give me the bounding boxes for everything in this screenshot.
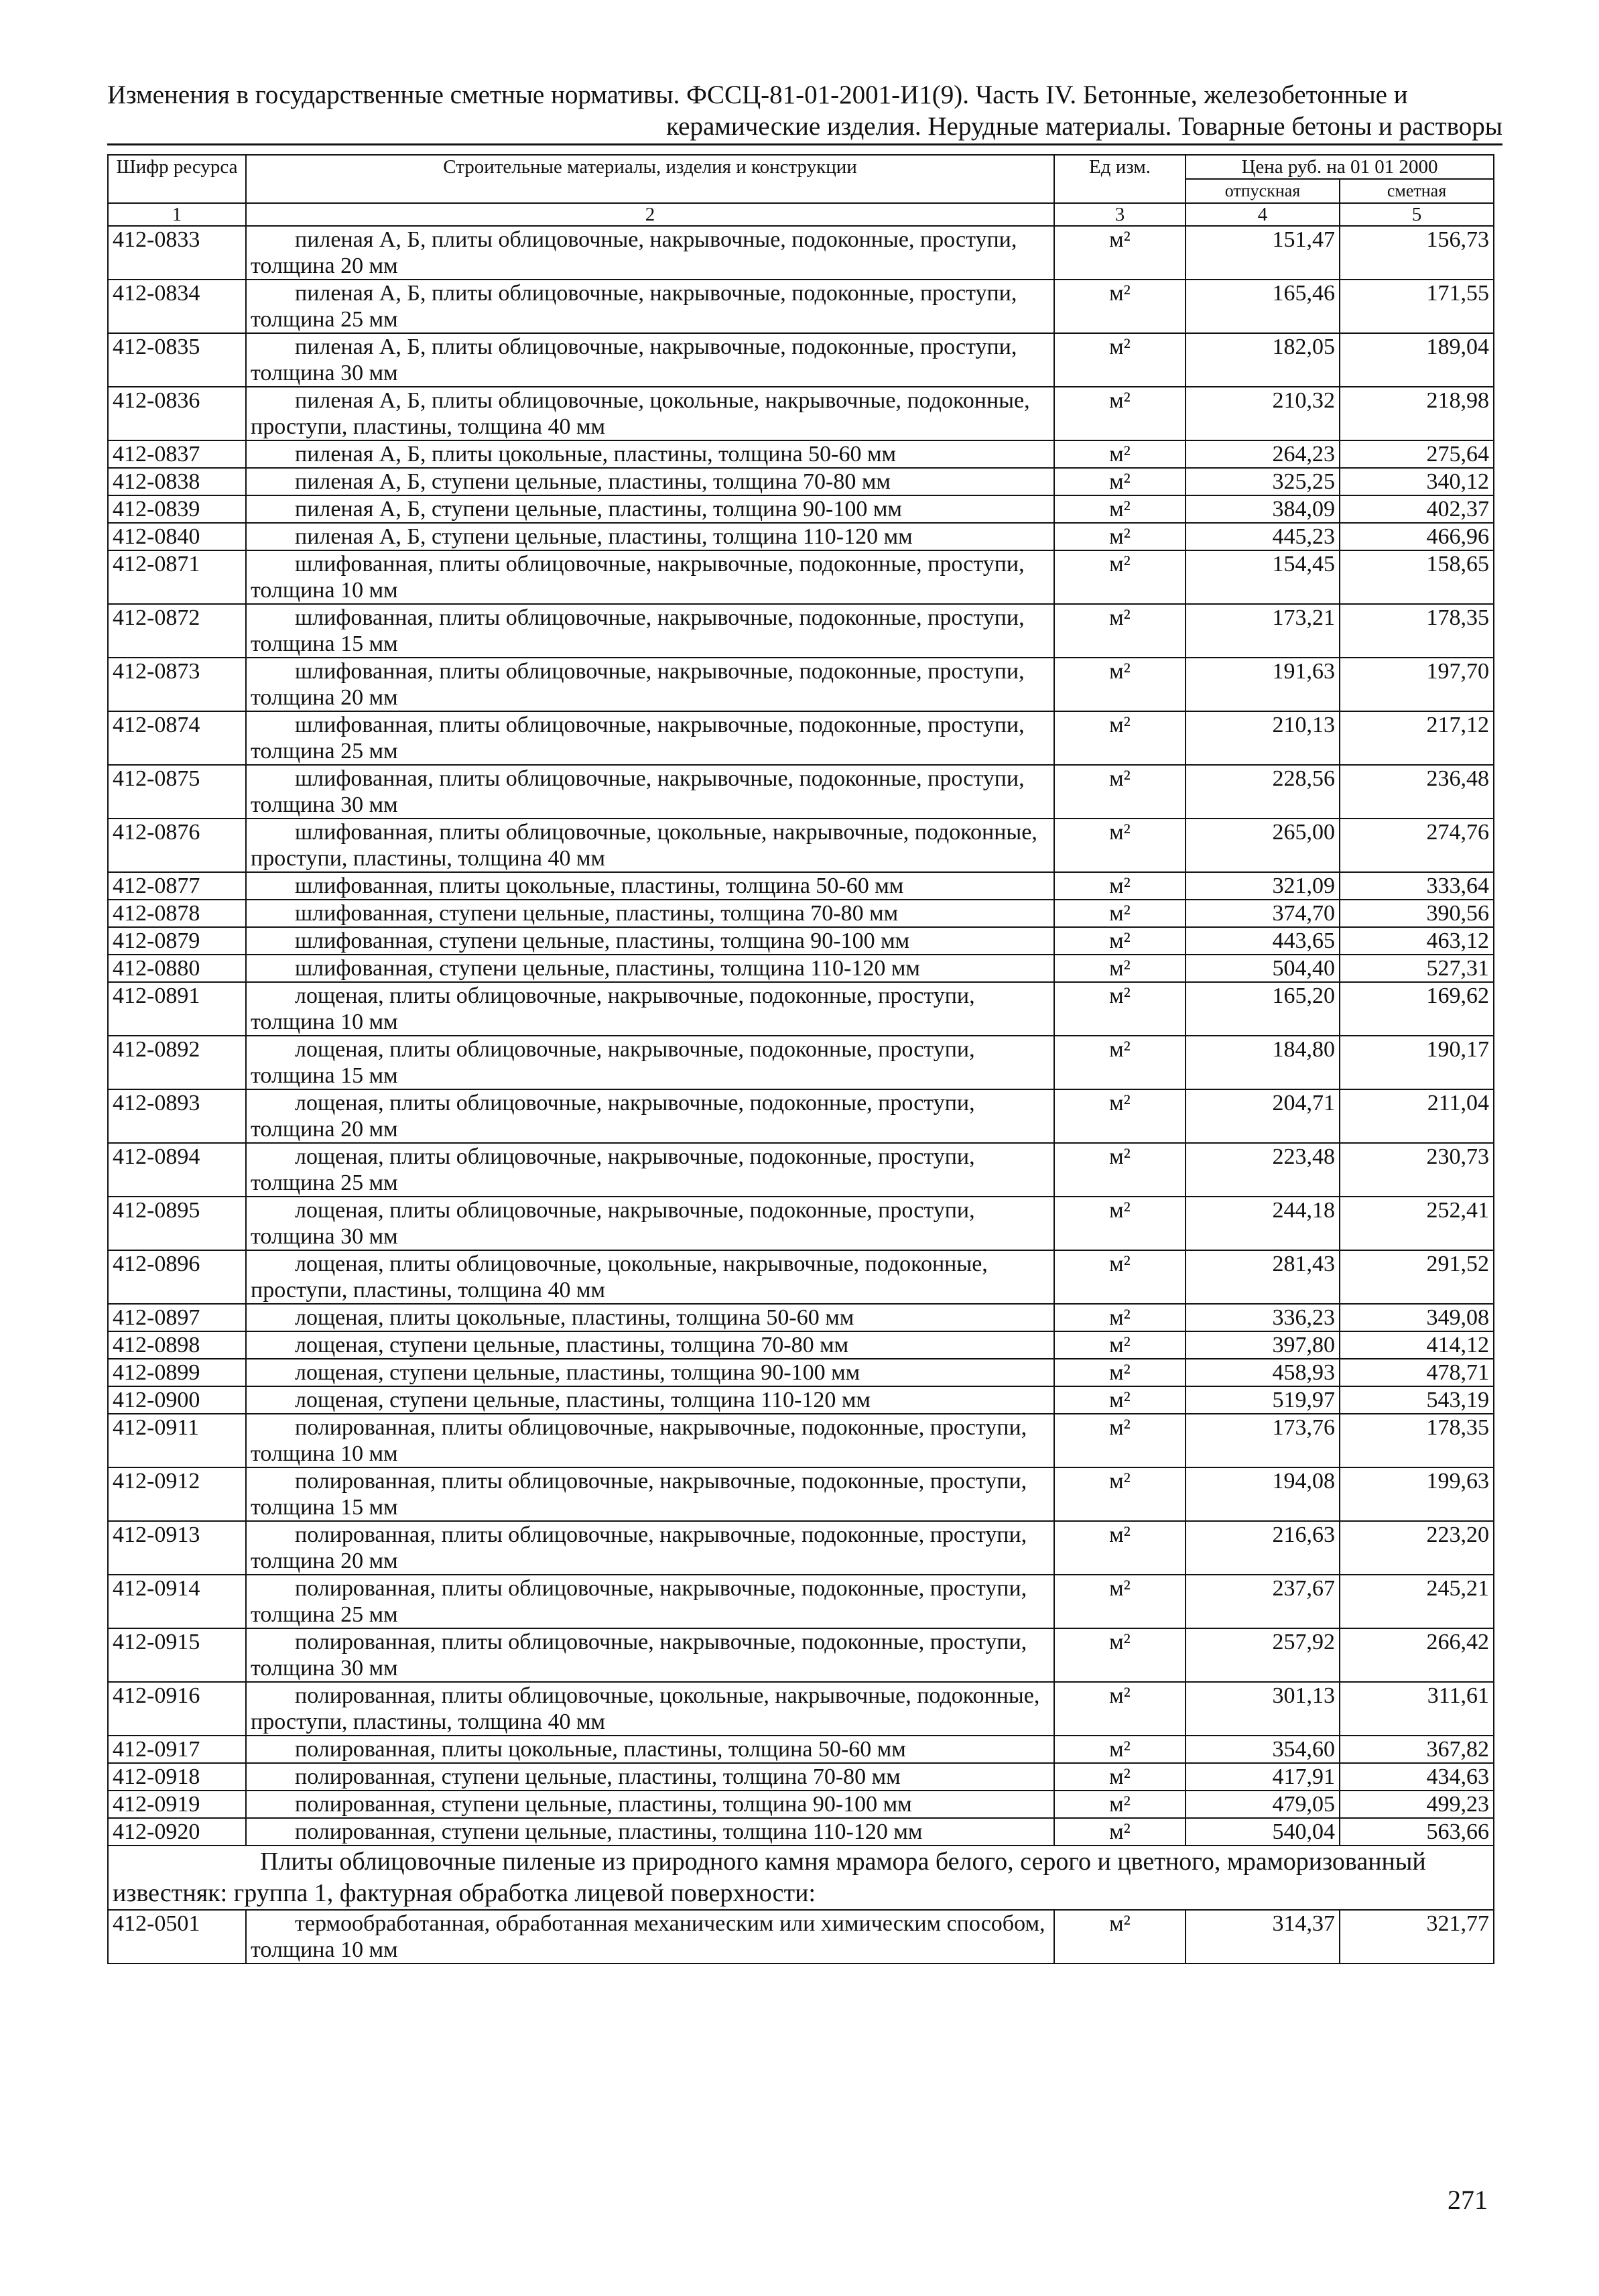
price-table	[107, 154, 1494, 1964]
section-row	[108, 1846, 1494, 1910]
row-code: 412-0872	[108, 604, 246, 658]
row-description: лощеная, плиты облицовочные, цокольные, накрывочные, подоконные, проступи, пластины, толщина 40 мм	[246, 1250, 1054, 1304]
row-code: 412-0834	[108, 280, 246, 333]
table-row	[108, 333, 1494, 387]
table-row	[108, 1036, 1494, 1089]
row-unit: м²	[1054, 982, 1186, 1036]
row-code: 412-0501	[108, 1910, 246, 1963]
row-code: 412-0880	[108, 955, 246, 982]
row-estimate-price: 156,73	[1340, 226, 1494, 280]
row-unit: м²	[1054, 1763, 1186, 1791]
row-unit: м²	[1054, 280, 1186, 333]
row-description: шлифованная, плиты облицовочные, накрывочные, подоконные, проступи, толщина 25 мм	[246, 711, 1054, 765]
col-unit-header: Ед изм.	[1054, 155, 1186, 203]
row-estimate-price: 466,96	[1340, 523, 1494, 550]
row-description: пиленая А, Б, плиты облицовочные, цокольные, накрывочные, подоконные, проступи, пластины, толщина 40 мм	[246, 387, 1054, 440]
row-description: пиленая А, Б, плиты цокольные, пластины, толщина 50-60 мм	[246, 440, 1054, 468]
table-row	[108, 440, 1494, 468]
table-row	[108, 1910, 1494, 1963]
row-code: 412-0879	[108, 927, 246, 955]
row-unit: м²	[1054, 1818, 1186, 1846]
row-unit: м²	[1054, 1628, 1186, 1682]
col-name-header: Строительные материалы, изделия и конструкции	[246, 155, 1054, 203]
row-release-price: 397,80	[1186, 1331, 1340, 1359]
row-description: шлифованная, ступени цельные, пластины, толщина 70-80 мм	[246, 900, 1054, 927]
row-unit: м²	[1054, 1197, 1186, 1250]
row-code: 412-0897	[108, 1304, 246, 1331]
row-description: пиленая А, Б, плиты облицовочные, накрывочные, подоконные, проступи, толщина 25 мм	[246, 280, 1054, 333]
row-code: 412-0878	[108, 900, 246, 927]
row-code: 412-0893	[108, 1089, 246, 1143]
row-unit: м²	[1054, 1089, 1186, 1143]
row-unit: м²	[1054, 495, 1186, 523]
row-estimate-price: 463,12	[1340, 927, 1494, 955]
row-description: шлифованная, ступени цельные, пластины, толщина 110-120 мм	[246, 955, 1054, 982]
row-unit: м²	[1054, 1575, 1186, 1628]
row-unit: м²	[1054, 1467, 1186, 1521]
row-description: полированная, плиты облицовочные, цокольные, накрывочные, подоконные, проступи, пластины, толщина 40 мм	[246, 1682, 1054, 1736]
row-unit: м²	[1054, 1682, 1186, 1736]
table-row	[108, 468, 1494, 495]
row-code: 412-0873	[108, 658, 246, 711]
table-row	[108, 1089, 1494, 1143]
row-release-price: 184,80	[1186, 1036, 1340, 1089]
row-release-price: 194,08	[1186, 1467, 1340, 1521]
row-unit: м²	[1054, 1359, 1186, 1386]
row-estimate-price: 178,35	[1340, 1414, 1494, 1467]
table-body	[108, 226, 1494, 1846]
col-code-header: Шифр ресурса	[108, 155, 246, 203]
row-unit: м²	[1054, 333, 1186, 387]
row-release-price: 540,04	[1186, 1818, 1340, 1846]
table-row	[108, 1736, 1494, 1763]
table-row	[108, 387, 1494, 440]
table-row	[108, 765, 1494, 819]
row-unit: м²	[1054, 226, 1186, 280]
row-unit: м²	[1054, 658, 1186, 711]
table-row	[108, 819, 1494, 872]
table-row	[108, 604, 1494, 658]
row-release-price: 384,09	[1186, 495, 1340, 523]
table-row	[108, 1628, 1494, 1682]
row-description: полированная, плиты облицовочные, накрывочные, подоконные, проступи, толщина 10 мм	[246, 1414, 1054, 1467]
table-row	[108, 955, 1494, 982]
row-release-price: 244,18	[1186, 1197, 1340, 1250]
table-row	[108, 711, 1494, 765]
row-unit: м²	[1054, 955, 1186, 982]
row-description: пиленая А, Б, плиты облицовочные, накрывочные, подоконные, проступи, толщина 30 мм	[246, 333, 1054, 387]
row-description: шлифованная, плиты облицовочные, накрывочные, подоконные, проступи, толщина 15 мм	[246, 604, 1054, 658]
row-code: 412-0911	[108, 1414, 246, 1467]
row-release-price: 165,20	[1186, 982, 1340, 1036]
row-description: полированная, ступени цельные, пластины, толщина 70-80 мм	[246, 1763, 1054, 1791]
col-price-header: Цена руб. на 01 01 2000	[1186, 155, 1494, 179]
row-code: 412-0836	[108, 387, 246, 440]
row-release-price: 204,71	[1186, 1089, 1340, 1143]
table-row	[108, 1414, 1494, 1467]
row-release-price: 417,91	[1186, 1763, 1340, 1791]
row-description: лощеная, ступени цельные, пластины, толщина 110-120 мм	[246, 1386, 1054, 1414]
row-unit: м²	[1054, 1304, 1186, 1331]
row-description: пиленая А, Б, плиты облицовочные, накрывочные, подоконные, проступи, толщина 20 мм	[246, 226, 1054, 280]
row-estimate-price: 414,12	[1340, 1331, 1494, 1359]
row-release-price: 191,63	[1186, 658, 1340, 711]
col-estimate-header: сметная	[1340, 179, 1494, 203]
document-header	[107, 79, 1502, 145]
row-release-price: 223,48	[1186, 1143, 1340, 1197]
row-release-price: 314,37	[1186, 1910, 1340, 1963]
table-row	[108, 1359, 1494, 1386]
row-description: термообработанная, обработанная механическим или химическим способом, толщина 10 мм	[246, 1910, 1054, 1963]
row-estimate-price: 563,66	[1340, 1818, 1494, 1846]
row-release-price: 445,23	[1186, 523, 1340, 550]
row-estimate-price: 266,42	[1340, 1628, 1494, 1682]
row-estimate-price: 158,65	[1340, 550, 1494, 604]
row-code: 412-0899	[108, 1359, 246, 1386]
row-estimate-price: 169,62	[1340, 982, 1494, 1036]
row-description: шлифованная, плиты облицовочные, накрывочные, подоконные, проступи, толщина 30 мм	[246, 765, 1054, 819]
row-code: 412-0877	[108, 872, 246, 900]
row-estimate-price: 199,63	[1340, 1467, 1494, 1521]
table-row	[108, 1331, 1494, 1359]
table-row	[108, 1818, 1494, 1846]
table-row	[108, 1304, 1494, 1331]
row-code: 412-0891	[108, 982, 246, 1036]
row-description: лощеная, плиты облицовочные, накрывочные, подоконные, проступи, толщина 30 мм	[246, 1197, 1054, 1250]
row-code: 412-0840	[108, 523, 246, 550]
row-code: 412-0916	[108, 1682, 246, 1736]
row-release-price: 336,23	[1186, 1304, 1340, 1331]
col-release-header: отпускная	[1186, 179, 1340, 203]
row-description: шлифованная, ступени цельные, пластины, толщина 90-100 мм	[246, 927, 1054, 955]
row-unit: м²	[1054, 1331, 1186, 1359]
row-estimate-price: 275,64	[1340, 440, 1494, 468]
row-code: 412-0894	[108, 1143, 246, 1197]
col-number: 1	[108, 203, 246, 226]
row-unit: м²	[1054, 1036, 1186, 1089]
row-estimate-price: 223,20	[1340, 1521, 1494, 1575]
row-estimate-price: 197,70	[1340, 658, 1494, 711]
table-row	[108, 982, 1494, 1036]
row-estimate-price: 190,17	[1340, 1036, 1494, 1089]
row-unit: м²	[1054, 468, 1186, 495]
row-code: 412-0914	[108, 1575, 246, 1628]
row-estimate-price: 478,71	[1340, 1359, 1494, 1386]
row-estimate-price: 390,56	[1340, 900, 1494, 927]
col-number: 2	[246, 203, 1054, 226]
row-code: 412-0896	[108, 1250, 246, 1304]
table-row	[108, 872, 1494, 900]
row-code: 412-0915	[108, 1628, 246, 1682]
row-release-price: 257,92	[1186, 1628, 1340, 1682]
row-estimate-price: 230,73	[1340, 1143, 1494, 1197]
row-release-price: 210,32	[1186, 387, 1340, 440]
row-code: 412-0898	[108, 1331, 246, 1359]
row-estimate-price: 178,35	[1340, 604, 1494, 658]
row-release-price: 301,13	[1186, 1682, 1340, 1736]
row-estimate-price: 434,63	[1340, 1763, 1494, 1791]
row-estimate-price: 349,08	[1340, 1304, 1494, 1331]
row-code: 412-0837	[108, 440, 246, 468]
row-description: лощеная, плиты облицовочные, накрывочные, подоконные, проступи, толщина 20 мм	[246, 1089, 1054, 1143]
row-description: полированная, ступени цельные, пластины, толщина 90-100 мм	[246, 1791, 1054, 1818]
row-release-price: 265,00	[1186, 819, 1340, 872]
row-estimate-price: 311,61	[1340, 1682, 1494, 1736]
row-description: полированная, плиты облицовочные, накрывочные, подоконные, проступи, толщина 15 мм	[246, 1467, 1054, 1521]
table-row	[108, 1791, 1494, 1818]
row-estimate-price: 171,55	[1340, 280, 1494, 333]
row-unit: м²	[1054, 1910, 1186, 1963]
row-code: 412-0895	[108, 1197, 246, 1250]
row-release-price: 321,09	[1186, 872, 1340, 900]
row-unit: м²	[1054, 1250, 1186, 1304]
page-number: 271	[1448, 2185, 1488, 2215]
row-code: 412-0875	[108, 765, 246, 819]
row-estimate-price: 218,98	[1340, 387, 1494, 440]
row-unit: м²	[1054, 1736, 1186, 1763]
table-row	[108, 1386, 1494, 1414]
row-release-price: 519,97	[1186, 1386, 1340, 1414]
row-unit: м²	[1054, 819, 1186, 872]
row-release-price: 374,70	[1186, 900, 1340, 927]
row-unit: м²	[1054, 387, 1186, 440]
row-code: 412-0912	[108, 1467, 246, 1521]
row-estimate-price: 274,76	[1340, 819, 1494, 872]
row-description: пиленая А, Б, ступени цельные, пластины, толщина 70-80 мм	[246, 468, 1054, 495]
row-unit: м²	[1054, 1521, 1186, 1575]
table-row	[108, 1521, 1494, 1575]
row-description: полированная, плиты облицовочные, накрывочные, подоконные, проступи, толщина 20 мм	[246, 1521, 1054, 1575]
row-unit: м²	[1054, 1143, 1186, 1197]
row-description: пиленая А, Б, ступени цельные, пластины, толщина 90-100 мм	[246, 495, 1054, 523]
row-code: 412-0913	[108, 1521, 246, 1575]
table-row	[108, 523, 1494, 550]
table-row	[108, 1467, 1494, 1521]
row-unit: м²	[1054, 711, 1186, 765]
row-unit: м²	[1054, 523, 1186, 550]
row-release-price: 264,23	[1186, 440, 1340, 468]
row-code: 412-0876	[108, 819, 246, 872]
row-release-price: 504,40	[1186, 955, 1340, 982]
table-row	[108, 1763, 1494, 1791]
row-code: 412-0833	[108, 226, 246, 280]
row-description: лощеная, ступени цельные, пластины, толщина 90-100 мм	[246, 1359, 1054, 1386]
row-description: шлифованная, плиты облицовочные, накрывочные, подоконные, проступи, толщина 20 мм	[246, 658, 1054, 711]
col-number: 5	[1340, 203, 1494, 226]
table-row	[108, 900, 1494, 927]
row-unit: м²	[1054, 872, 1186, 900]
row-estimate-price: 340,12	[1340, 468, 1494, 495]
row-release-price: 216,63	[1186, 1521, 1340, 1575]
row-release-price: 173,76	[1186, 1414, 1340, 1467]
row-description: полированная, плиты облицовочные, накрывочные, подоконные, проступи, толщина 30 мм	[246, 1628, 1054, 1682]
row-code: 412-0900	[108, 1386, 246, 1414]
section-heading: Плиты облицовочные пиленые из природного камня мрамора белого, серого и цветного, мраморизованный известняк: группа 1, фактурная обработка лицевой поверхности:	[108, 1846, 1494, 1910]
row-description: полированная, ступени цельные, пластины, толщина 110-120 мм	[246, 1818, 1054, 1846]
row-release-price: 165,46	[1186, 280, 1340, 333]
row-estimate-price: 321,77	[1340, 1910, 1494, 1963]
row-unit: м²	[1054, 900, 1186, 927]
row-estimate-price: 211,04	[1340, 1089, 1494, 1143]
row-release-price: 237,67	[1186, 1575, 1340, 1628]
row-code: 412-0892	[108, 1036, 246, 1089]
row-release-price: 210,13	[1186, 711, 1340, 765]
table-row	[108, 280, 1494, 333]
col-number: 3	[1054, 203, 1186, 226]
row-unit: м²	[1054, 440, 1186, 468]
row-code: 412-0838	[108, 468, 246, 495]
row-description: шлифованная, плиты цокольные, пластины, толщина 50-60 мм	[246, 872, 1054, 900]
col-number: 4	[1186, 203, 1340, 226]
row-unit: м²	[1054, 604, 1186, 658]
row-description: полированная, плиты цокольные, пластины, толщина 50-60 мм	[246, 1736, 1054, 1763]
row-release-price: 154,45	[1186, 550, 1340, 604]
row-description: полированная, плиты облицовочные, накрывочные, подоконные, проступи, толщина 25 мм	[246, 1575, 1054, 1628]
row-code: 412-0874	[108, 711, 246, 765]
row-code: 412-0917	[108, 1736, 246, 1763]
row-unit: м²	[1054, 1791, 1186, 1818]
row-description: лощеная, плиты облицовочные, накрывочные, подоконные, проступи, толщина 25 мм	[246, 1143, 1054, 1197]
row-description: лощеная, плиты цокольные, пластины, толщина 50-60 мм	[246, 1304, 1054, 1331]
row-description: лощеная, ступени цельные, пластины, толщина 70-80 мм	[246, 1331, 1054, 1359]
table-row	[108, 1143, 1494, 1197]
row-release-price: 281,43	[1186, 1250, 1340, 1304]
table-row	[108, 550, 1494, 604]
row-estimate-price: 333,64	[1340, 872, 1494, 900]
row-estimate-price: 236,48	[1340, 765, 1494, 819]
row-estimate-price: 499,23	[1340, 1791, 1494, 1818]
row-release-price: 354,60	[1186, 1736, 1340, 1763]
row-code: 412-0871	[108, 550, 246, 604]
row-estimate-price: 189,04	[1340, 333, 1494, 387]
table-row	[108, 1197, 1494, 1250]
row-unit: м²	[1054, 1386, 1186, 1414]
row-description: лощеная, плиты облицовочные, накрывочные, подоконные, проступи, толщина 10 мм	[246, 982, 1054, 1036]
row-unit: м²	[1054, 927, 1186, 955]
row-release-price: 182,05	[1186, 333, 1340, 387]
row-estimate-price: 252,41	[1340, 1197, 1494, 1250]
row-unit: м²	[1054, 1414, 1186, 1467]
row-release-price: 173,21	[1186, 604, 1340, 658]
table-row	[108, 927, 1494, 955]
row-estimate-price: 402,37	[1340, 495, 1494, 523]
row-code: 412-0839	[108, 495, 246, 523]
row-code: 412-0918	[108, 1763, 246, 1791]
row-estimate-price: 527,31	[1340, 955, 1494, 982]
table-row	[108, 658, 1494, 711]
row-release-price: 325,25	[1186, 468, 1340, 495]
row-estimate-price: 217,12	[1340, 711, 1494, 765]
row-description: шлифованная, плиты облицовочные, накрывочные, подоконные, проступи, толщина 10 мм	[246, 550, 1054, 604]
table-row	[108, 1682, 1494, 1736]
table-row	[108, 495, 1494, 523]
header-line-2: керамические изделия. Нерудные материалы. Товарные бетоны и растворы	[666, 112, 1502, 141]
row-estimate-price: 245,21	[1340, 1575, 1494, 1628]
header-line-1: Изменения в государственные сметные нормативы. ФССЦ-81-01-2001-И1(9). Часть IV. Бетонные, железобетонные и	[107, 80, 1408, 109]
row-release-price: 151,47	[1186, 226, 1340, 280]
row-release-price: 458,93	[1186, 1359, 1340, 1386]
table-row	[108, 1250, 1494, 1304]
row-description: лощеная, плиты облицовочные, накрывочные, подоконные, проступи, толщина 15 мм	[246, 1036, 1054, 1089]
row-unit: м²	[1054, 550, 1186, 604]
table-row	[108, 226, 1494, 280]
row-code: 412-0835	[108, 333, 246, 387]
row-description: пиленая А, Б, ступени цельные, пластины, толщина 110-120 мм	[246, 523, 1054, 550]
row-code: 412-0920	[108, 1818, 246, 1846]
table-row	[108, 1575, 1494, 1628]
row-description: шлифованная, плиты облицовочные, цокольные, накрывочные, подоконные, проступи, пластины, толщина 40 мм	[246, 819, 1054, 872]
row-unit: м²	[1054, 765, 1186, 819]
row-estimate-price: 291,52	[1340, 1250, 1494, 1304]
row-estimate-price: 367,82	[1340, 1736, 1494, 1763]
row-release-price: 443,65	[1186, 927, 1340, 955]
row-release-price: 479,05	[1186, 1791, 1340, 1818]
row-code: 412-0919	[108, 1791, 246, 1818]
row-estimate-price: 543,19	[1340, 1386, 1494, 1414]
row-release-price: 228,56	[1186, 765, 1340, 819]
